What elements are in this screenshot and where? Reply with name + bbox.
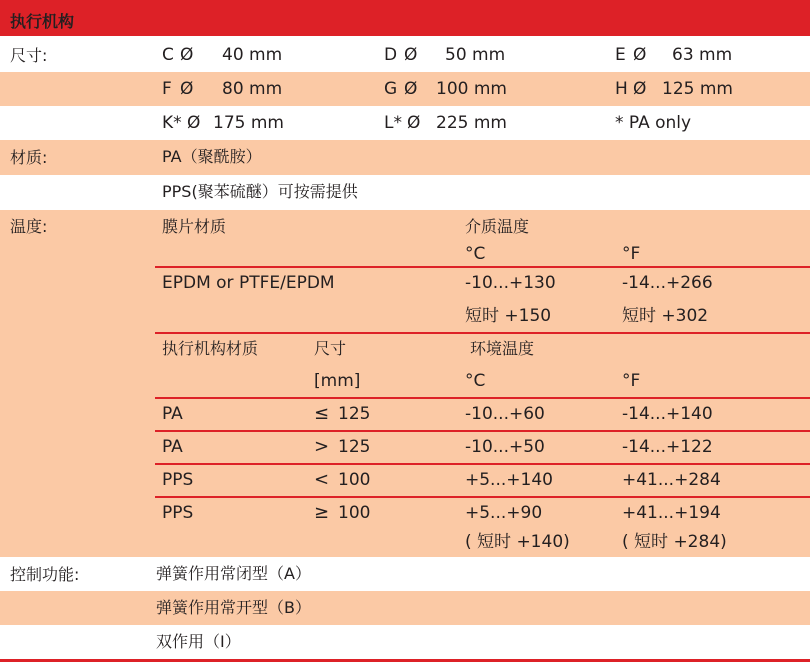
row-divider <box>155 430 810 432</box>
unit-celsius: °C <box>465 371 486 391</box>
size-operator: > <box>314 436 330 457</box>
env-temp-f: +41...+194 <box>622 503 721 523</box>
actuator-material: PA <box>162 437 183 457</box>
size-operator: ≤ <box>314 403 330 424</box>
unit-celsius: °C <box>465 244 486 264</box>
diameter-symbol: Ø <box>633 79 647 99</box>
control-item: 弹簧作用常开型（B） <box>156 598 311 617</box>
size-value: 80 mm <box>222 79 283 99</box>
row-divider <box>155 266 810 268</box>
material-row-1 <box>0 140 810 175</box>
size-label: 尺寸: <box>10 46 48 65</box>
size-value: 100 <box>338 470 371 490</box>
control-row-3 <box>0 625 810 659</box>
size-value: 125 <box>338 404 371 424</box>
membrane-material-header: 膜片材质 <box>162 217 227 236</box>
actuator-material: PA <box>162 404 183 424</box>
size-value: 175 mm <box>213 113 284 133</box>
material-item: PPS(聚苯硫醚）可按需提供 <box>162 182 358 201</box>
size-note: * PA only <box>615 113 692 133</box>
size-value: 125 <box>338 437 371 457</box>
unit-mm: [mm] <box>314 371 361 391</box>
temperature-label: 温度: <box>10 217 48 236</box>
medium-temp-short-c: 短时 +150 <box>465 306 552 326</box>
env-temp-short-c: ( 短时 +140) <box>465 532 570 552</box>
material-row-2 <box>0 175 810 210</box>
diameter-symbol: Ø <box>633 45 647 65</box>
control-row-2 <box>0 591 810 625</box>
unit-fahrenheit: °F <box>622 244 641 264</box>
size-letter: H <box>615 79 628 99</box>
section-title: 执行机构 <box>10 12 75 31</box>
size-value: 40 mm <box>222 45 283 65</box>
size-letter: D <box>384 45 398 65</box>
material-item: PA（聚酰胺） <box>162 147 262 166</box>
control-row-1 <box>0 557 810 591</box>
env-temp-c: -10...+60 <box>465 404 545 424</box>
size-letter: G <box>384 79 398 99</box>
env-temp-header: 环境温度 <box>470 339 535 358</box>
size-value: 100 mm <box>436 79 507 99</box>
diameter-symbol: Ø <box>407 113 421 133</box>
medium-temp-short-f: 短时 +302 <box>622 306 709 326</box>
diameter-symbol: Ø <box>187 113 201 133</box>
size-letter: L* <box>384 113 402 133</box>
actuator-material: PPS <box>162 470 194 490</box>
size-value: 50 mm <box>445 45 506 65</box>
size-letter: K* <box>162 113 182 133</box>
diameter-symbol: Ø <box>404 45 418 65</box>
row-divider <box>155 332 810 334</box>
diameter-symbol: Ø <box>404 79 418 99</box>
env-temp-short-f: ( 短时 +284) <box>622 532 727 552</box>
control-item: 弹簧作用常闭型（A） <box>156 564 311 583</box>
diameter-symbol: Ø <box>180 79 194 99</box>
size-letter: C <box>162 45 174 65</box>
size-value: 225 mm <box>436 113 507 133</box>
size-letter: E <box>615 45 626 65</box>
row-divider <box>155 463 810 465</box>
env-temp-c: +5...+90 <box>465 503 543 523</box>
size-operator: < <box>314 469 330 490</box>
size-value: 63 mm <box>672 45 733 65</box>
env-temp-f: -14...+122 <box>622 437 713 457</box>
material-label: 材质: <box>10 148 48 167</box>
env-temp-f: +41...+284 <box>622 470 721 490</box>
size-value: 125 mm <box>662 79 733 99</box>
row-divider <box>155 397 810 399</box>
size-letter: F <box>162 79 172 99</box>
size-operator: ≥ <box>314 502 330 523</box>
control-item: 双作用（I） <box>156 632 241 651</box>
actuator-material-header: 执行机构材质 <box>162 339 259 358</box>
diameter-symbol: Ø <box>180 45 194 65</box>
env-temp-c: -10...+50 <box>465 437 545 457</box>
env-temp-f: -14...+140 <box>622 404 713 424</box>
size-header: 尺寸 <box>314 339 347 358</box>
membrane-material: EPDM or PTFE/EPDM <box>162 273 335 293</box>
medium-temp-f: -14...+266 <box>622 273 713 293</box>
env-temp-c: +5...+140 <box>465 470 553 490</box>
medium-temp-c: -10...+130 <box>465 273 556 293</box>
control-label: 控制功能: <box>10 565 80 584</box>
medium-temp-header: 介质温度 <box>465 217 530 236</box>
unit-fahrenheit: °F <box>622 371 641 391</box>
section-header <box>0 0 810 36</box>
row-divider <box>155 496 810 498</box>
size-value: 100 <box>338 503 371 523</box>
actuator-material: PPS <box>162 503 194 523</box>
